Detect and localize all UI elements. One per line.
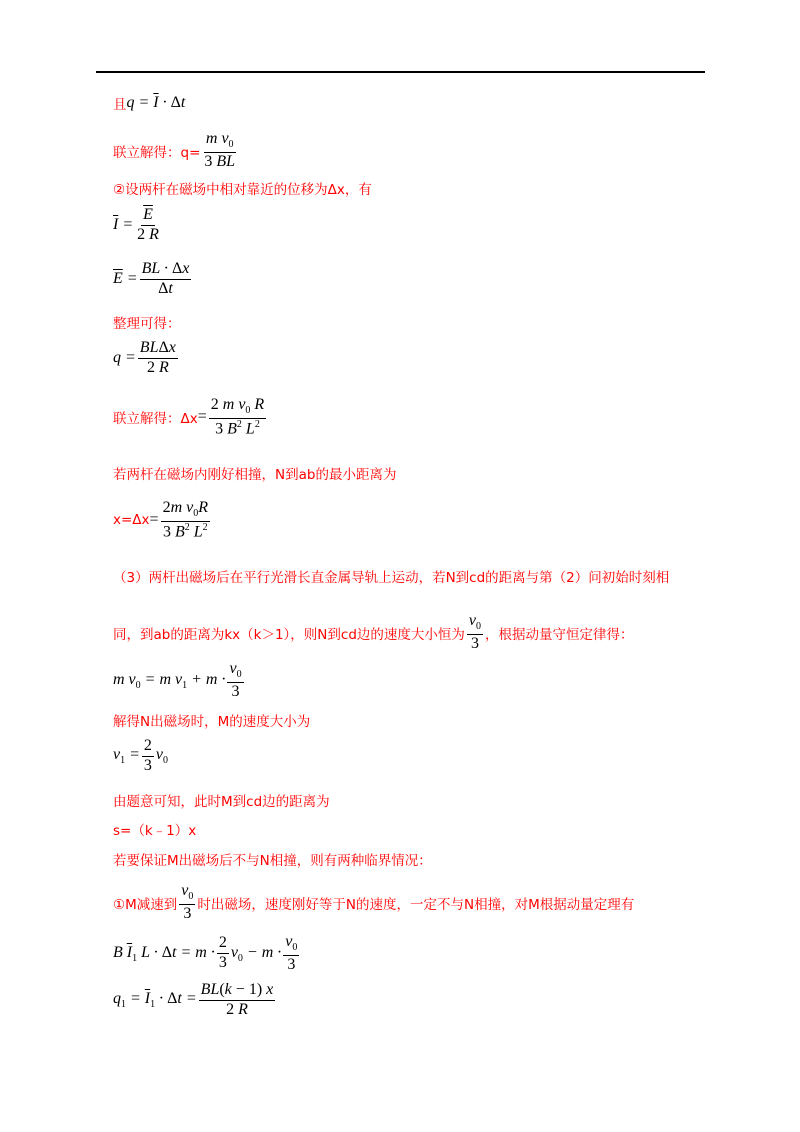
formula-q1: $q_1 = \overline{I}_1 \cdot \Delta t$ = [113, 990, 197, 1011]
line-impulse-equation [113, 934, 301, 973]
formula-I-bar: $\overline{I}$ = [113, 216, 134, 234]
fraction-v0-over-3-momentum: $\frac{v_0}{3}$ [229, 660, 242, 700]
text-part-3-condition-b: ，根据动量守恒定律得： [485, 626, 634, 643]
line-q1-expression [113, 982, 277, 1019]
line-part-3-intro [113, 566, 669, 586]
text-solve-dx: 联立解得：Δx [113, 411, 198, 428]
line-M-speed-intro [113, 710, 310, 730]
formula-v1: $v_1$ = [113, 746, 140, 767]
fraction-2-over-3-impulse: $\frac{2}{3}$ [218, 934, 227, 972]
text-part-3-condition-a: 同，到ab的距离为kx（k＞1），则N到cd边的速度大小恒为 [113, 626, 465, 643]
formula-momentum-lhs: m $v_0 = m$ $v_1 + m$ · [113, 670, 226, 691]
text-part-2-intro: ②设两杆在磁场中相对靠近的位移为Δx，有 [113, 182, 372, 198]
line-part-2-intro [113, 178, 372, 198]
line-rearrange [113, 312, 181, 332]
equals-sign: = [149, 511, 159, 529]
fraction-E-over-2R: $\frac{\overline{E}}{2 R}$ [137, 206, 159, 243]
text-minimum-distance: 若两杆在磁场内刚好相撞，N到ab的最小距离为 [113, 467, 397, 483]
text-s-result: s=（k﹣1）x [113, 823, 197, 839]
line-charge-definition [113, 93, 185, 113]
line-M-distance-intro [113, 790, 330, 810]
fraction-BLdx-over-2R: $\frac{\text{BLΔx}}{2 R}$ [139, 339, 176, 376]
text-part-3-intro: （3）两杆出磁场后在平行光滑长直金属导轨上运动，若N到cd的距离与第（2）问初始时刻相 [113, 570, 670, 586]
text-x-equals-dx: x=Δx [113, 512, 150, 529]
fraction-v0-over-3-case: $\frac{v_0}{3}$ [181, 882, 194, 922]
text-M-distance-intro: 由题意可知，此时M到cd边的距离为 [113, 794, 330, 810]
formula-v0: $v_0$ [155, 746, 169, 767]
line-solve-q [113, 131, 239, 170]
line-solve-dx [113, 397, 268, 438]
text-M-speed-intro: 解得N出磁场时，M的速度大小为 [113, 714, 311, 730]
fraction-v0-over-3: $\frac{v_0}{3}$ [468, 612, 482, 652]
fraction-q1-result: $\frac{BL(k - 1) x}{2 R}$ [200, 981, 274, 1018]
line-momentum-conservation [113, 661, 246, 700]
line-part-3-condition [113, 613, 634, 652]
line-x-result [113, 500, 212, 541]
formula-impulse-mid: $v_0 - m$ · [230, 943, 282, 964]
line-average-current [113, 207, 163, 244]
header-rule [96, 71, 705, 73]
formula-impulse-lhs: B $\overline{I}_1$ L · Δt = m · [113, 943, 215, 964]
text-rearrange: 整理可得： [113, 316, 181, 332]
text-case-1-a: ①M减速到 [113, 896, 178, 913]
fraction-2-over-3: $\frac{2}{3}$ [143, 737, 152, 774]
equals-sign: = [197, 408, 207, 426]
text-solve-q: 联立解得：q= [113, 144, 201, 161]
formula-q-equals-I-dt: $q = \overline{I} \cdot \Delta t$ [126, 94, 186, 111]
line-critical-cases [113, 849, 432, 869]
formula-E-bar: $\overline{E}$ = [113, 270, 138, 288]
fraction-x-result: $\frac{2m v_0R}{3 B^2 L^2}$ [162, 499, 208, 541]
text-case-1-b: 时出磁场，速度刚好等于N的速度，一定不与N相撞，对M根据动量定理有 [197, 896, 635, 913]
line-minimum-distance [113, 463, 396, 483]
fraction-mv0-over-3BL: $\frac{m v_0}{3 BL}$ [204, 130, 236, 170]
fraction-v0-over-3-impulse: $\frac{v_0}{3}$ [285, 933, 298, 973]
line-average-emf [113, 261, 193, 298]
line-case-1 [113, 883, 634, 922]
line-s-result [113, 819, 196, 839]
fraction-2mv0R-over-3B2L2: $\frac{2 m v_0 R}{3 B^2 L^2}$ [210, 396, 265, 438]
fraction-BL-dx-over-dt: $\frac{BL \cdot \Delta x}{\Delta t}$ [141, 260, 190, 297]
line-q-expression [113, 340, 180, 377]
text-and: 且 [113, 97, 127, 113]
line-v1-result [113, 738, 168, 775]
formula-q: q = [113, 349, 136, 367]
text-critical-cases: 若要保证M出磁场后不与N相撞，则有两种临界情况： [113, 853, 432, 869]
